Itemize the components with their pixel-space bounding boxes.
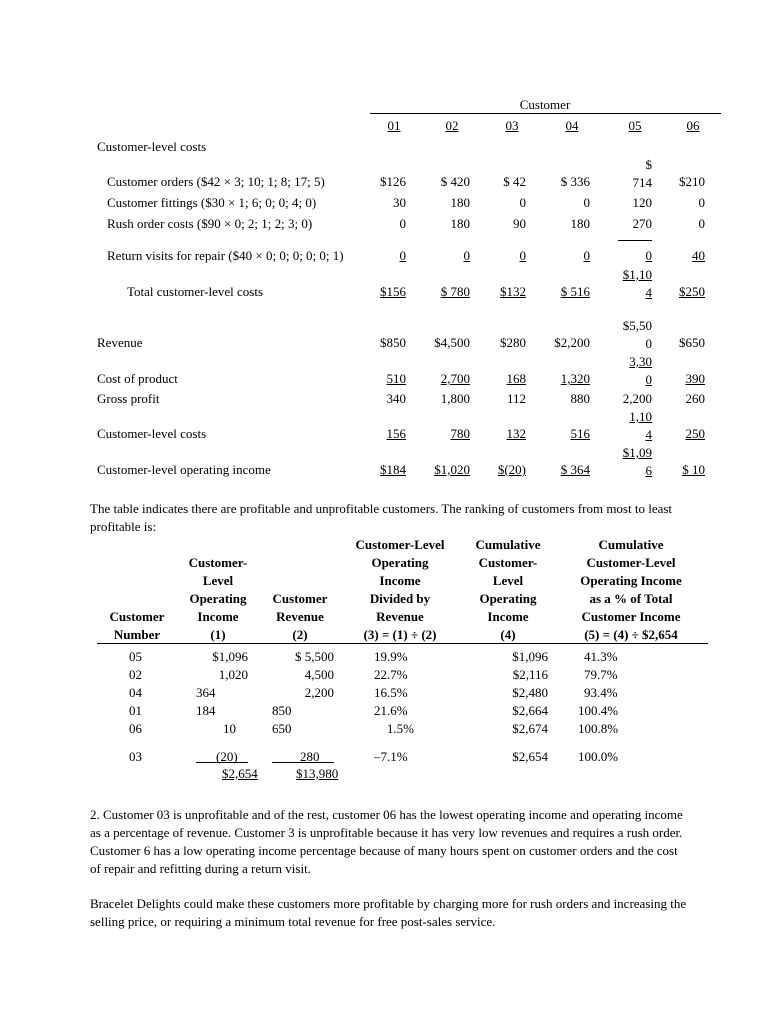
header-rule [370,113,721,114]
cell: $2,200 [554,335,590,350]
rank-header-revenue: Customer Revenue (2) [272,591,328,642]
cell: 40 [692,248,705,263]
paragraph-3 [90,895,690,931]
cell: $4,500 [434,335,470,350]
cell: 0 [519,248,526,263]
rank-header-cumulative-pct: Cumulative Customer-Level Operating Income as a % of Total Customer Income (5) = (4) ÷ $2,654 [580,537,682,642]
row-label: Cost of product [97,371,178,386]
row-label: Customer orders ($42 × 3; 10; 1; 8; 17; 5) [107,174,325,189]
cell: 100.4% [578,703,619,718]
cell: 184 [196,703,216,718]
paragraph-2 [90,806,690,878]
cell: $ 336 [560,174,590,189]
col-04: 04 [565,118,579,133]
cell: $184 [380,462,406,477]
cell: 2,200 [622,391,652,406]
cell: $1,096 [212,649,248,664]
cell: 100.8% [578,721,619,736]
cell: 16.5% [374,685,408,700]
cell: $250 [679,284,705,299]
table-row: 02 [129,667,142,682]
cell: 510 [386,371,406,386]
cell: $2,674 [512,721,548,736]
cell: 41.3% [584,649,618,664]
cell: 132 [506,426,526,441]
cell: 650 [272,721,292,736]
cell: 1,10 4 [629,409,652,442]
cell: $2,116 [512,667,548,682]
col-02: 02 [445,118,459,133]
cell: 0 [519,195,526,210]
cell: 0 [583,195,590,210]
col-01: 01 [387,118,401,133]
col-05: 05 [628,118,642,133]
cell: 180 [570,216,590,231]
cell: $210 [679,174,705,189]
cell: $ 516 [560,284,590,299]
table-row: 03 [129,749,142,764]
cell: 1,020 [218,667,248,682]
table-row: 04 [129,685,142,700]
cell: $ 364 [560,462,590,477]
cell: 0 [399,248,406,263]
row-label: Gross profit [97,391,160,406]
cell: 2,200 [304,685,334,700]
cell: $2,664 [512,703,548,718]
row-label: Total customer-level costs [127,284,264,299]
cell: $1,09 6 [622,445,652,478]
cell: 2,700 [440,371,470,386]
table-row: 01 [129,703,142,718]
cell: $ 780 [440,284,470,299]
row-label: Return visits for repair ($40 × 0; 0; 0; 0; 0; 1) [107,248,344,263]
cell: 0 [698,216,705,231]
cell: 79.7% [584,667,618,682]
col-03: 03 [505,118,519,133]
section-label: Customer-level costs [97,139,207,154]
cell: 30 [393,195,406,210]
cell: 21.6% [374,703,408,718]
intro-text [90,500,690,536]
cell: 0 [399,216,406,231]
rank-header-income: Customer- Level Operating Income (1) [188,555,248,642]
row-label: Revenue [97,335,143,350]
cell: 180 [450,216,470,231]
cell: 100.0% [578,749,619,764]
table-row: 06 [129,721,142,736]
cell: 1.5% [386,721,414,736]
col-06: 06 [686,118,700,133]
cell: 280 [300,749,320,764]
total-income: $2,654 [222,766,258,781]
cell: 0 [698,195,705,210]
cell: 850 [272,703,292,718]
cell: $280 [500,335,526,350]
cell: 364 [196,685,216,700]
cell: 260 [685,391,705,406]
cell: 0 [463,248,470,263]
cell: $ 714 [632,157,652,190]
rule [618,240,652,241]
cell: $(20) [497,462,526,477]
rank-header-cumulative: Cumulative Customer- Level Operating Income (4) [475,537,541,642]
cell: $2,480 [512,685,548,700]
cell: 10 [223,721,236,736]
row-label: Customer-level costs [97,426,207,441]
paragraph-2-text: 2. Customer 03 is unprofitable and of the rest, customer 06 has the lowest operating income and operating income as a percentage of revenue. Customer 3 is unprofitable because it has very low revenues and requires a rush order. Customer 6 has a low operating income percentage because of many hours spent on customer orders and the cost of repair and refitting during a return visit. [90,807,683,876]
cell: 390 [685,371,705,386]
cell: $2,654 [512,749,548,764]
table-row: 05 [129,649,142,664]
cell: $156 [380,284,406,299]
ranking-header-rule [97,643,708,644]
row-label: Customer fittings ($30 × 1; 6; 0; 0; 4; 0) [107,195,317,210]
rank-header-ratio: Customer-Level Operating Income Divided by Revenue (3) = (1) ÷ (2) [355,537,445,642]
rank-header-customer: Customer Number [109,609,165,642]
cell: 516 [570,426,590,441]
cell: 780 [450,426,470,441]
cell: 112 [506,391,526,406]
cell: $126 [380,174,406,189]
cell: 1,800 [440,391,470,406]
cell: 180 [450,195,470,210]
cell: 270 [632,216,652,231]
cell: $1,096 [512,649,548,664]
cell: 22.7% [374,667,408,682]
cell: $1,10 4 [622,267,652,300]
cell: $ 42 [503,174,526,189]
cell: 1,320 [560,371,590,386]
cell: 120 [632,195,652,210]
paragraph-3-text: Bracelet Delights could make these customers more profitable by charging more for rush orders and increasing the selling price, or requiring a minimum total revenue for free post-sales service. [90,896,687,929]
cell: $ 10 [682,462,705,477]
cell: 3,30 0 [629,354,652,387]
cell: $ 420 [440,174,470,189]
cell: 0 [583,248,590,263]
cell: $132 [500,284,526,299]
cell: $850 [380,335,406,350]
cell: 0 [645,248,652,263]
cell: $1,020 [434,462,470,477]
cell: 250 [685,426,705,441]
total-revenue: $13,980 [296,766,339,781]
cell: 19.9% [374,649,408,664]
intro-paragraph: The table indicates there are profitable and unprofitable customers. The ranking of customers from most to least profitable is: [90,501,673,534]
cell: –7.1% [374,749,408,764]
cell: 156 [386,426,406,441]
cell: 93.4% [584,685,618,700]
cell: 880 [570,391,590,406]
row-label: Customer-level operating income [97,462,271,477]
cell: 90 [513,216,526,231]
cell: 4,500 [304,667,334,682]
cell: $5,50 0 [622,318,652,351]
row-label: Rush order costs ($90 × 0; 2; 1; 2; 3; 0) [107,216,313,231]
cell: $650 [679,335,705,350]
cell: $ 5,500 [295,649,334,664]
cell: (20) [216,749,238,764]
cell: 168 [506,371,526,386]
cell: 340 [386,391,406,406]
customer-header: Customer [519,97,571,112]
